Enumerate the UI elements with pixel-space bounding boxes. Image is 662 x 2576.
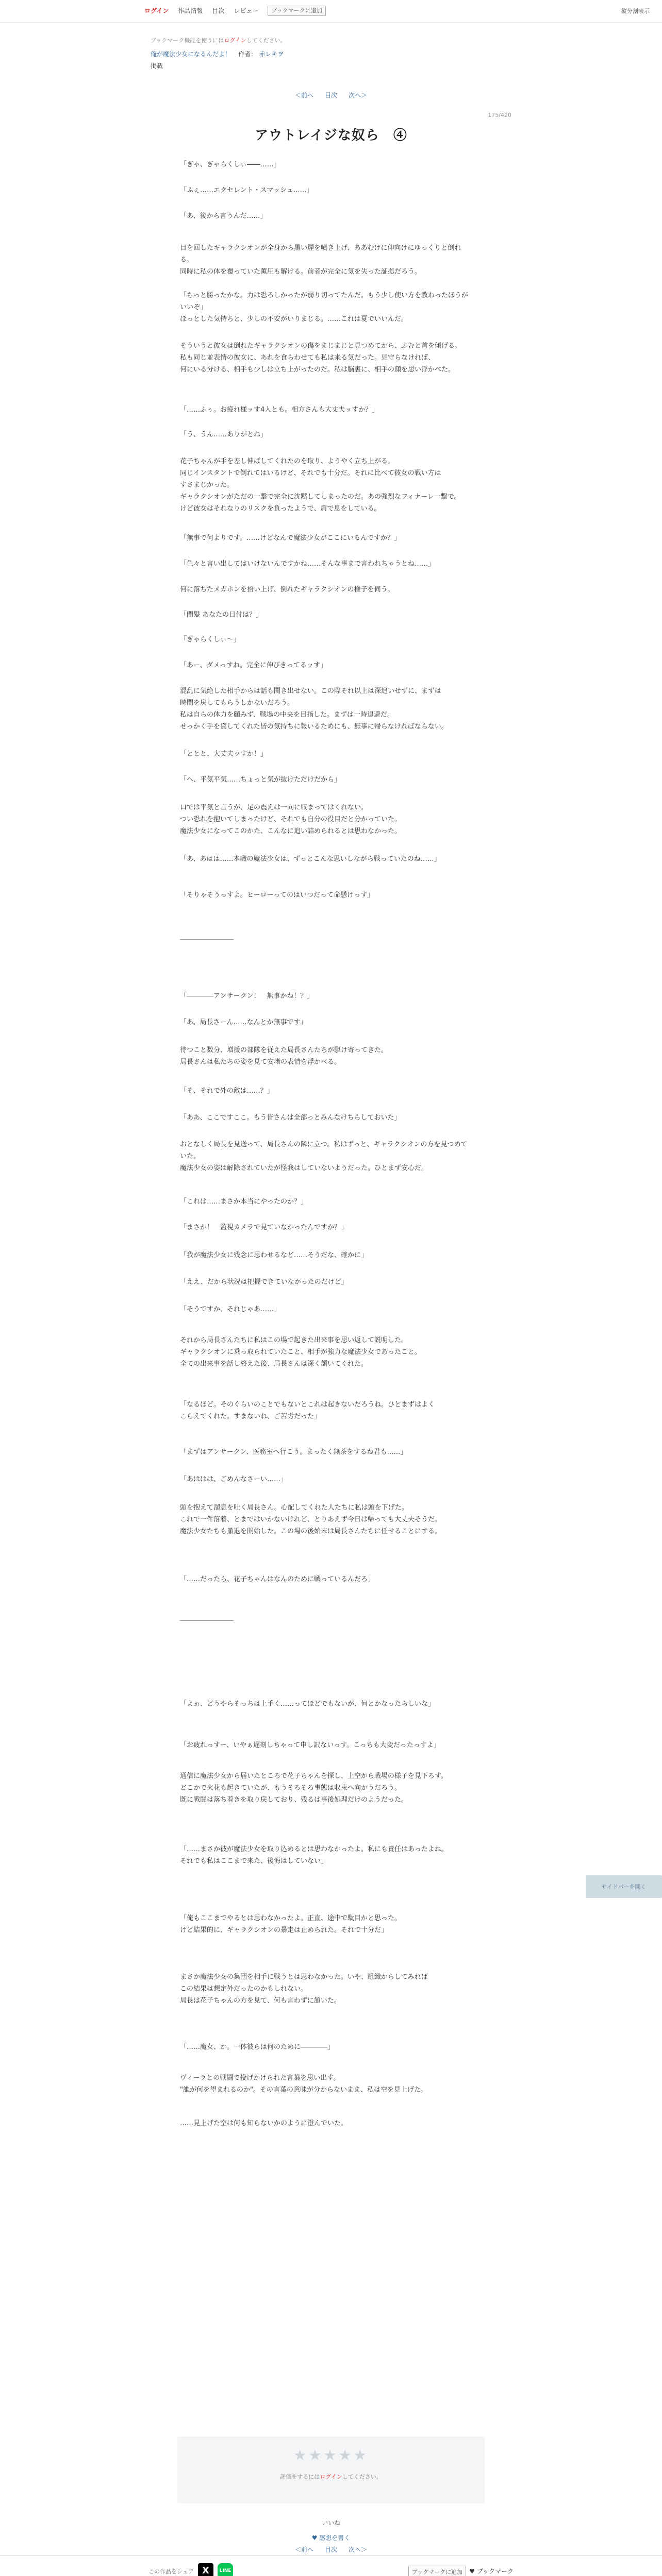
nav-toc[interactable]: 目次 xyxy=(212,7,225,14)
next-link[interactable]: 次へ＞ xyxy=(349,92,368,99)
body-paragraph: 何に落ちたメガホンを拾い上げ、倒れたギャラクシオンの様子を伺う。 xyxy=(180,586,394,594)
body-paragraph: 「ええ、だから状況は把握できていなかったのだけど」 xyxy=(180,1278,348,1286)
body-paragraph: 「よぉ、どうやらそっちは上手く……ってほどでもないが、何とかなったらしいな」 xyxy=(180,1700,435,1708)
header-sub: 掲載 xyxy=(151,62,163,70)
body-paragraph: ヴィーラとの戦闘で投げかけられた言葉を思い出す。 "誰が何を望まれるのか"。その言葉の意味が分からないまま、私は空を見上げた。 xyxy=(180,2074,427,2094)
body-paragraph: 「あ、あはは……本職の魔法少女は、ずっとこんな思いしながら戦っていたのね……」 xyxy=(180,855,441,863)
body-paragraph: 「お疲れっすー、いやぁ遅刻しちゃって申し訳ないっす。こっちも大変だったっすよ」 xyxy=(180,1741,440,1749)
body-paragraph: 「――――アンサークン！ 無事かね！？」 xyxy=(180,992,314,1000)
body-paragraph: それから局長さんたちに私はこの場で起きた出来事を思い返して説明した。 ギャラクシオンに乗っ取られていたこと、相手が強力な魔法少女であったこと。 全ての出来事を話し終えた後、局長さんは深く頷いてくれた。 xyxy=(180,1336,421,1368)
toc-link-bottom[interactable]: 目次 xyxy=(324,2546,337,2553)
rating-stars[interactable]: ★★★★★ xyxy=(293,2447,369,2464)
body-paragraph: 「ぎゃ、ぎゃらくしぃ――……」 xyxy=(180,161,280,168)
body-paragraph: そういうと彼女は倒れたギャラクシオンの傷をまじまじと見つめてから、ふむと首を傾げる。 私も同じ並表情の彼女に、あれを食らわせても私は来る気だった。見守らなければ、 何にいる分ける、相手も少しは立ち上がったのだ。私は脳裏に、相手の顔を思い浮かべた。 xyxy=(180,342,462,374)
rating-note-post: してください。 xyxy=(342,2473,382,2480)
prev-link-bottom[interactable]: ＜前へ xyxy=(294,2546,313,2553)
share-bar xyxy=(0,2555,662,2576)
next-link-bottom[interactable]: 次へ＞ xyxy=(349,2546,368,2553)
body-paragraph: まさか魔法少女の集団を相手に戦うとは思わなかった。いや、組織からしてみれば この結果は想定外だったのかもしれない。 局長は花子ちゃんの方を見て、何も言わずに頷いた。 xyxy=(180,1973,428,2005)
body-paragraph: 頭を抱えて溜息を吐く局長さん。心配してくれた人たちに私は頭を下げた。 これで一件落着、とまではいかないけれど、とりあえず今日は帰っても大丈夫そうだ。 魔法少女たちも撤退を開始した。この場の後始末は局長さんたちに任せることにする。 xyxy=(180,1504,442,1535)
body-paragraph: 「我が魔法少女に残念に思わせるなど……そうだな、確かに」 xyxy=(180,1251,368,1259)
rating-box xyxy=(177,2436,485,2503)
share-label: この作品をシェア xyxy=(148,2568,194,2575)
body-paragraph: 口では平気と言うが、足の震えは一向に収まってはくれない。 つい恐れを抱いてしまったけど、それでも自分の役目だと分かっていた。 魔法少女になってこのかた、こんなに追い詰められるとは思わなかった。 xyxy=(180,804,402,835)
episode-title: アウトレイジな奴ら ④ xyxy=(255,128,407,143)
prev-link[interactable]: ＜前へ xyxy=(294,92,313,99)
body-paragraph: 「……魔女、か。一体彼らは何のために――――」 xyxy=(180,2043,335,2051)
add-bookmark-button[interactable]: ブックマークに追加 xyxy=(268,6,325,16)
rating-login-link[interactable]: ログイン xyxy=(320,2473,342,2480)
body-paragraph: 「俺もここまでやるとは思わなかったよ。正直、途中で駄目かと思った。 けど結果的に、ギャラクシオンの暴走は止められた。それで十分だ」 xyxy=(180,1914,402,1934)
like-button[interactable]: いいね xyxy=(321,2519,340,2527)
body-paragraph: 「あははは、ごめんなさーい……」 xyxy=(180,1476,288,1483)
like-area xyxy=(0,2518,662,2542)
scene-divider: ―――――――― xyxy=(180,1617,234,1624)
vertical-view-link[interactable]: 縦分割表示 xyxy=(621,8,650,14)
body-paragraph: 「そ、それで外の敵は……？」 xyxy=(180,1087,274,1095)
body-paragraph: 目を回したギャラクシオンが全身から黒い煙を噴き上げ、ああむけに仰向けにゆっくりと倒れる。 同時に私の体を覆っていた薫圧も解ける。前者が完全に気を失った証拠だろう。 xyxy=(180,244,461,276)
bookmark-notice-post: してください。 xyxy=(246,37,286,44)
body-paragraph: おとなしく局長を見送って、局長さんの隣に立つ。私はずっと、ギャラクシオンの方を見つめていた。 魔法少女の姿は解除されていたが怪我はしていないようだった。ひとまず安心だ。 xyxy=(180,1141,468,1172)
add-bookmark-button-bottom[interactable]: ブックマークに追加 xyxy=(408,2566,466,2576)
author-link[interactable]: 赤レキヲ xyxy=(259,50,284,58)
body-paragraph: 「色々と言い出してはいけないんですかね……そんな事まで言われちゃうとね……」 xyxy=(180,560,435,568)
body-paragraph: 通信に魔法少女から届いたところで花子ちゃんを探し、上空から戦場の様子を見下ろす。 どこかで火花も起きていたが、もうそろそろ事態は収束へ向かうだろう。 既に戦闘は落ち着きを取り戻しており、残るは事後処理だけのようだった。 xyxy=(180,1772,448,1804)
body-paragraph: 「そうですか、それじゃあ……」 xyxy=(180,1306,281,1313)
body-paragraph: 混乱に気絶した相手からは話も聞き出せない。この際それ以上は深追いせずに、まずは 時間を戻してもらうしかないだろう。 私は自らの体力を顧みず、戦場の中央を目指した。まずは一時退避だ。 せっかく手を貸してくれた皆の気持ちに報いるためにも、無事に帰らなければならない。 xyxy=(180,687,448,731)
body-paragraph: 「ととと、大丈夫ッすか！」 xyxy=(180,750,268,758)
bookmark-link[interactable]: ♥ ブックマーク xyxy=(469,2568,514,2575)
body-paragraph: 「まずはアンサークン、医務室へ行こう。まったく無茶をするね君も……」 xyxy=(180,1448,407,1456)
login-link[interactable]: ログイン xyxy=(144,7,169,14)
body-paragraph: 「……ふぅ。お疲れ様ッす4人とも。相方さんも大丈夫ッすか？」 xyxy=(180,406,379,414)
bookmark-notice-pre: ブックマーク機能を使うには xyxy=(151,37,224,44)
write-review-link[interactable]: ♥ 感想を書く xyxy=(311,2534,351,2541)
sidebar-open-button[interactable]: サイドバーを開く xyxy=(586,1875,662,1898)
body-paragraph: 「ああ、ここですここ。もう皆さんは全部っとみんなけちらしておいた」 xyxy=(180,1114,401,1122)
nav-review[interactable]: レビュー xyxy=(234,7,259,14)
body-paragraph: 「これは……まさか本当にやったのか？」 xyxy=(180,1198,308,1206)
chapter-number: 175/420 xyxy=(488,112,511,118)
body-paragraph: 「あ、局長さーん……なんとか無事です」 xyxy=(180,1019,307,1026)
body-paragraph: 「なるほど。そのぐらいのことでもないとこれは起きないだろうね。ひとまずはよく こらえてくれた。すまないね、ご苦労だった」 xyxy=(180,1401,435,1420)
bookmark-login-link[interactable]: ログイン xyxy=(224,37,246,44)
bottom-pager xyxy=(151,2545,511,2554)
body-paragraph: 「……だったら、花子ちゃんはなんのために戦っているんだろ」 xyxy=(180,1575,375,1583)
line-share-icon[interactable]: LINE xyxy=(218,2563,233,2576)
body-paragraph: 「ふぇ……エクセレント・スマッシュ……」 xyxy=(180,187,313,194)
rating-note-pre: 評価をするには xyxy=(280,2473,320,2480)
body-paragraph: 「ヘ、平気平気……ちょっと気が抜けただけだから」 xyxy=(180,776,341,784)
body-paragraph: 「あ、後から言うんだ……」 xyxy=(180,212,267,220)
body-paragraph: 「う、うん……ありがとね」 xyxy=(180,431,268,438)
body-paragraph: 花子ちゃんが手を差し伸ばしてくれたのを取り、ようやく立ち上がる。 同じインスタントで倒れてはいるけど、それでも十分だ。それに比べて彼女の戦い方は すさまじかった。 ギャラクシオンがただの一撃で完全に沈黙してしまったのだ。あの強烈なフィナーレ一撃で。 けど彼女はそれなりのリスクを負ったようで、肩で息をしている。 xyxy=(180,457,461,513)
body-paragraph: 「……まさか彼が魔法少女を取り込めるとは思わなかったよ。私にも責任はあったよね。 それでも私はここまで来た、後悔はしていない」 xyxy=(180,1845,448,1865)
nav-work-info[interactable]: 作品情報 xyxy=(178,7,203,14)
series-title-link[interactable]: 俺が魔法少女になるんだよ！ xyxy=(151,50,231,58)
author-label: 作者： xyxy=(238,50,257,58)
scene-divider: ―――――――― xyxy=(180,936,234,943)
toc-link[interactable]: 目次 xyxy=(324,92,337,99)
body-paragraph: 待つこと数分、増援の部隊を従えた局長さんたちが駆け寄ってきた。 局長さんは私たちの姿を見て安堵の表情を浮かべる。 xyxy=(180,1046,388,1066)
episode-body xyxy=(151,0,511,2432)
body-paragraph: ……見上げた空は何も知らないかのように澄んでいた。 xyxy=(180,2120,348,2127)
body-paragraph: 「間髪 あなたの日付は？」 xyxy=(180,611,263,619)
body-paragraph: 「無事で何よりです。……けどなんで魔法少女がここにいるんですか？」 xyxy=(180,534,401,542)
x-share-icon[interactable]: X xyxy=(198,2563,213,2576)
body-paragraph: 「そりゃそうっすよ。ヒーローってのはいつだって命懸けっす」 xyxy=(180,891,374,899)
body-paragraph: 「ぎゃらくしぃ～」 xyxy=(180,636,240,643)
rating-note xyxy=(177,2472,485,2481)
body-paragraph: 「あー、ダメっすね。完全に伸びきってるッす」 xyxy=(180,662,327,669)
body-paragraph: 「まさか！ 監視カメラで見ていなかったんですか？」 xyxy=(180,1224,348,1231)
body-paragraph: 「ちっと勝ったかな。力は恐ろしかったが弱り切ってたんだ。もう少し使い方を教わったほうがいいぞ」 ほっとした気持ちと、少しの不安がいりまじる。……これは夏でいいんだ。 xyxy=(180,292,468,323)
